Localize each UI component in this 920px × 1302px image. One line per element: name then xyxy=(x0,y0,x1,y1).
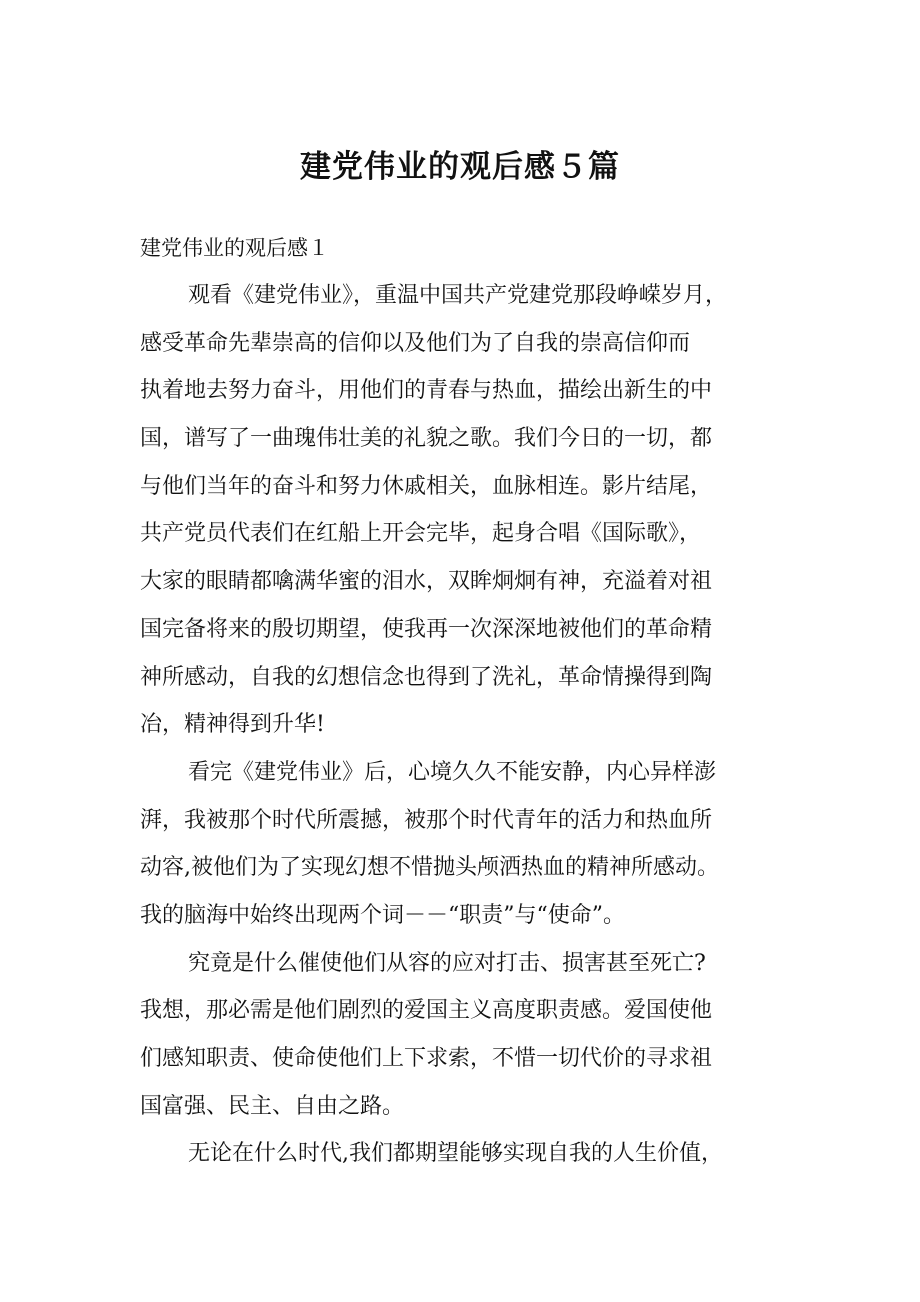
paragraph-line: 们感知职责、使命使他们上下求索，不惜一切代价的寻求祖 xyxy=(140,1046,713,1071)
paragraph-line: 究竟是什么催使他们从容的应对打击、损害甚至死亡? xyxy=(188,950,706,976)
paragraph-line: 国富强、民主、自由之路。 xyxy=(140,1093,405,1119)
section-heading: 建党伟业的观后感１ xyxy=(140,236,329,260)
paragraph-line: 国完备将来的殷切期望，使我再一次深深地被他们的革命精 xyxy=(140,616,713,642)
paragraph-line: 动容,被他们为了实现幻想不惜抛头颅洒热血的精神所感动。 xyxy=(140,855,719,881)
paragraph-line: 共产党员代表们在红船上开会完毕，起身合唱《国际歌》， xyxy=(140,521,702,547)
paragraph-line: 冶，精神得到升华! xyxy=(140,712,325,738)
paragraph-line: 执着地去努力奋斗，用他们的青春与热血，描绘出新生的中 xyxy=(140,378,713,404)
paragraph-line: 我的脑海中始终出现两个词－－“职责”与“使命”。 xyxy=(140,902,625,928)
document-body xyxy=(140,272,800,1178)
paragraph-line: 看完《建党伟业》后，心境久久不能安静，内心异样澎 xyxy=(188,759,717,785)
paragraph-line: 我想，那必需是他们剧烈的爱国主义高度职责感。爱国使他 xyxy=(140,998,713,1024)
paragraph-line: 国，谱写了一曲瑰伟壮美的礼貌之歌。我们今日的一切，都 xyxy=(140,426,713,452)
paragraph-line: 与他们当年的奋斗和努力休戚相关，血脉相连。影片结尾， xyxy=(140,473,713,499)
paragraph-line: 无论在什么时代,我们都期望能够实现自我的人生价值， xyxy=(188,1141,723,1167)
paragraph-line: 大家的眼睛都噙满华蜜的泪水，双眸炯炯有神，充溢着对祖 xyxy=(140,569,713,595)
paragraph-line: 观看《建党伟业》，重温中国共产党建党那段峥嵘岁月， xyxy=(188,283,728,308)
paragraph-line: 感受革命先辈崇高的信仰以及他们为了自我的崇高信仰而 xyxy=(140,330,691,356)
paragraph-line: 湃，我被那个时代所震撼，被那个时代青年的活力和热血所 xyxy=(140,807,713,833)
document-title: 建党伟业的观后感５篇 xyxy=(300,149,620,185)
paragraph-line: 神所感动，自我的幻想信念也得到了洗礼，革命情操得到陶 xyxy=(140,664,713,690)
